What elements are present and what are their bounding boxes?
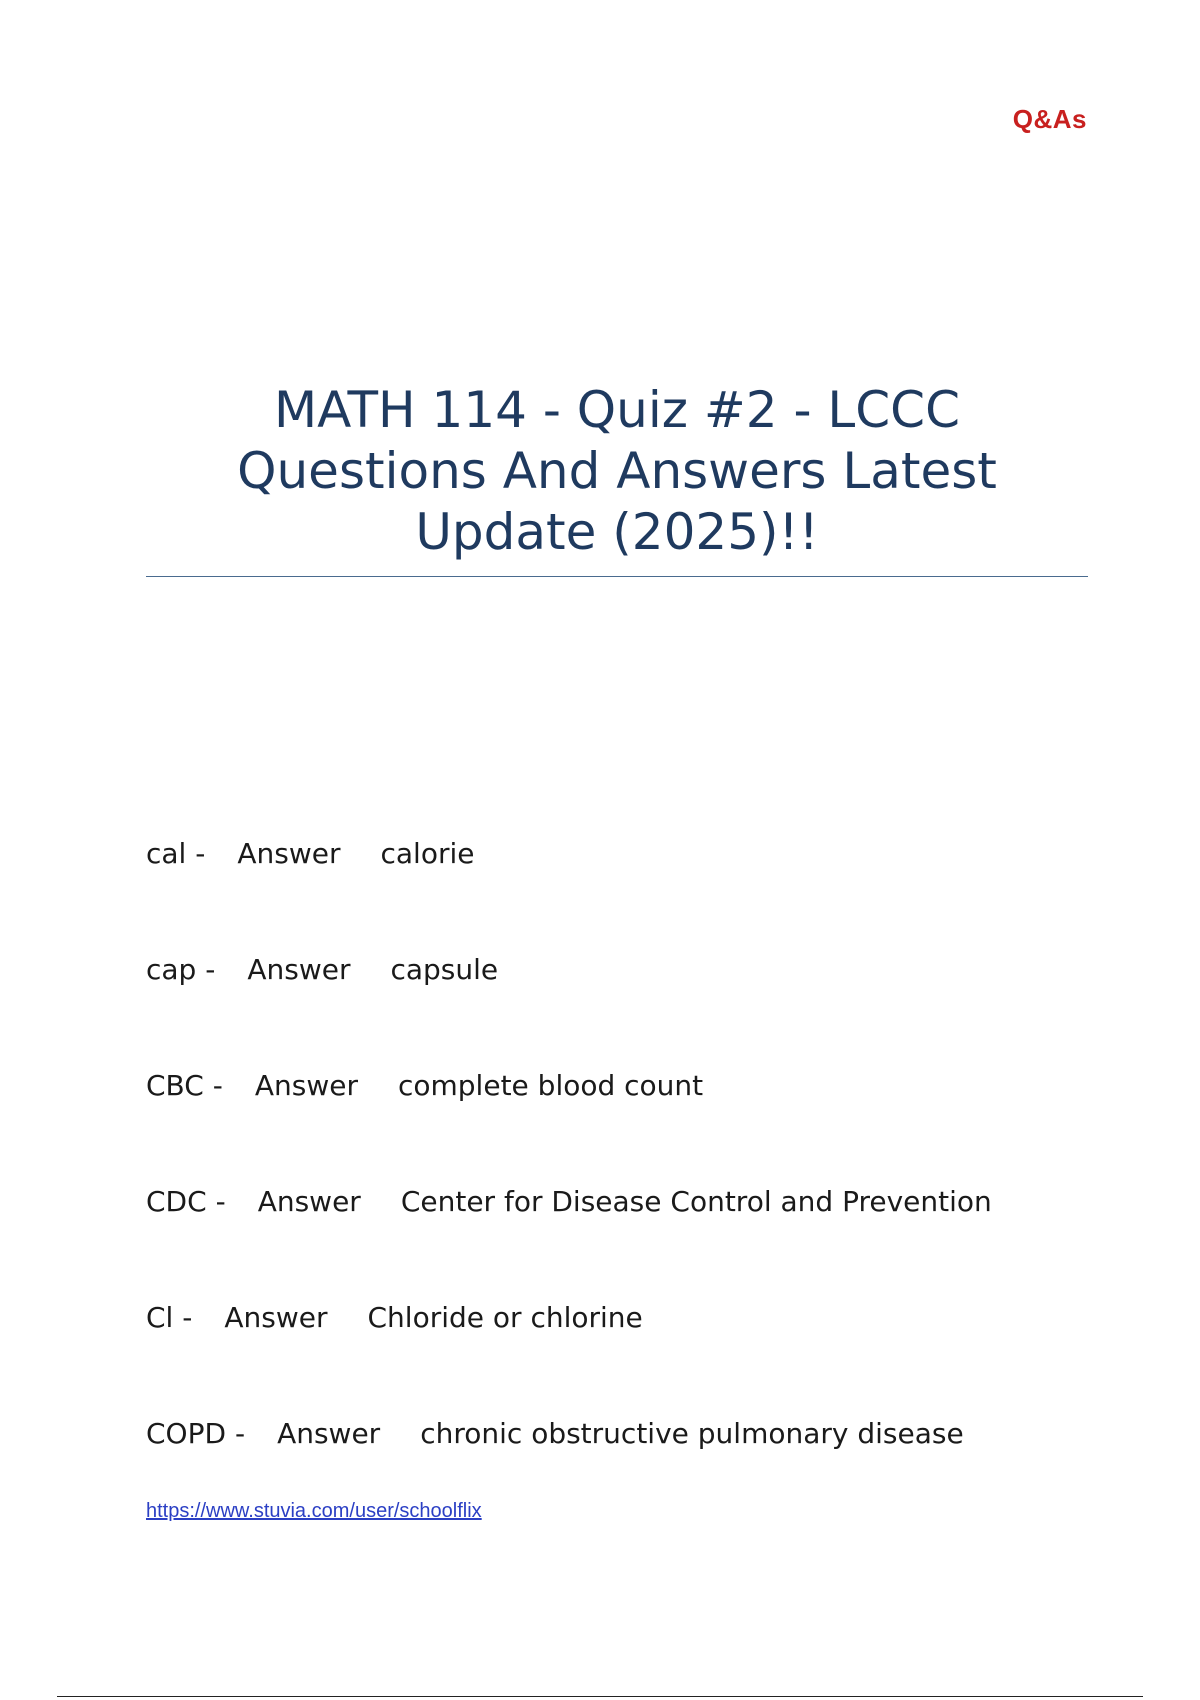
title-line-3: Update (2025)!! bbox=[415, 503, 819, 561]
qa-list bbox=[146, 834, 1088, 1530]
qa-term: Cl bbox=[146, 1301, 174, 1334]
title-divider bbox=[146, 576, 1088, 577]
qa-answer-label: Answer bbox=[247, 953, 351, 986]
qa-answer-label: Answer bbox=[254, 1069, 358, 1102]
qa-separator: - bbox=[195, 837, 206, 870]
qa-separator: - bbox=[205, 953, 216, 986]
qa-answer: capsule bbox=[390, 953, 499, 986]
qa-item-cl bbox=[146, 1298, 1088, 1414]
qa-separator: - bbox=[182, 1301, 193, 1334]
qa-answer-label: Answer bbox=[224, 1301, 328, 1334]
header-tag: Q&As bbox=[1012, 104, 1087, 134]
qa-answer: chronic obstructive pulmonary disease bbox=[420, 1417, 964, 1450]
qa-answer-label: Answer bbox=[257, 1185, 361, 1218]
qa-separator: - bbox=[212, 1069, 223, 1102]
qa-term: cap bbox=[146, 953, 197, 986]
qa-item-cap bbox=[146, 950, 1088, 1066]
qa-answer: complete blood count bbox=[397, 1069, 704, 1102]
qa-item-cdc bbox=[146, 1182, 1088, 1298]
title-line-1: MATH 114 - Quiz #2 - LCCC bbox=[274, 381, 960, 439]
qa-answer: Chloride or chlorine bbox=[367, 1301, 643, 1334]
title-line-2: Questions And Answers Latest bbox=[237, 442, 997, 500]
qa-item-cal bbox=[146, 834, 1088, 950]
qa-term: COPD bbox=[146, 1417, 227, 1450]
qa-separator: - bbox=[234, 1417, 246, 1450]
qa-item-cbc bbox=[146, 1066, 1088, 1182]
qa-term: CBC bbox=[146, 1069, 204, 1102]
qa-answer-label: Answer bbox=[277, 1417, 381, 1450]
source-link[interactable]: https://www.stuvia.com/user/schoolflix bbox=[146, 1500, 482, 1522]
qa-term: cal bbox=[146, 837, 187, 870]
qa-answer-label: Answer bbox=[237, 837, 341, 870]
footer-divider bbox=[57, 1696, 1143, 1697]
document-title-block bbox=[146, 380, 1088, 563]
qa-answer: Center for Disease Control and Prevention bbox=[400, 1185, 992, 1218]
qa-term: CDC bbox=[146, 1185, 207, 1218]
qa-answer: calorie bbox=[380, 837, 475, 870]
qa-separator: - bbox=[215, 1185, 226, 1218]
document-title bbox=[146, 380, 1088, 563]
